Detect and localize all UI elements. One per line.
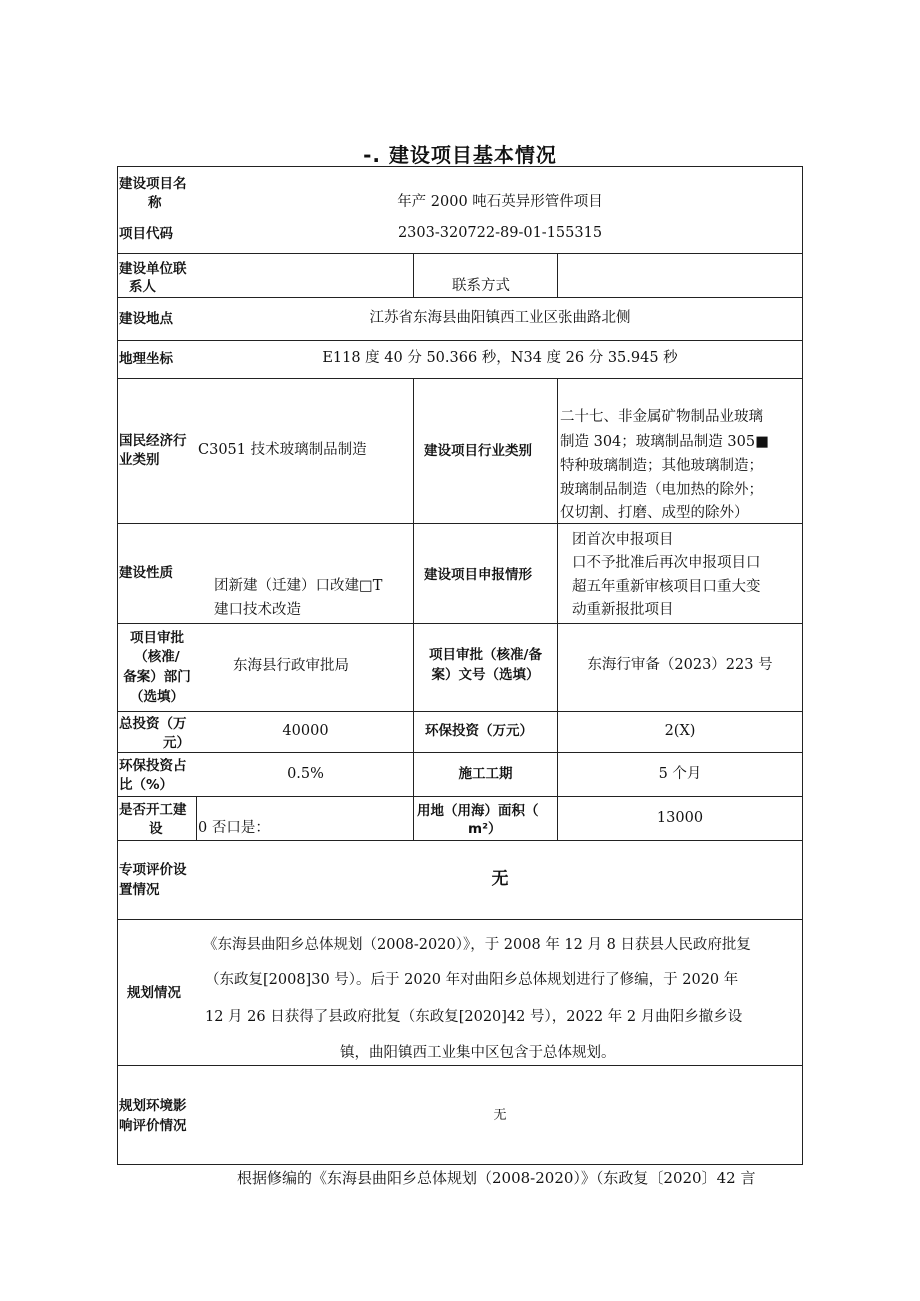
approval-doc-value: 东海行审备（2023）223 号 (587, 657, 773, 673)
row-divider (117, 297, 803, 298)
env-ratio-value: 0.5% (287, 766, 324, 782)
row-divider (117, 623, 803, 624)
col-divider (413, 378, 414, 796)
row-divider (117, 796, 803, 797)
investment-label: 总投资（万 (119, 716, 187, 732)
contact-label-cont: 系人 (129, 279, 156, 295)
planning-text-line: 12 月 26 日获得了县政府批复（东政复[2020]42 号），2022 年 2 月曲阳乡撤乡设 (205, 1009, 743, 1025)
industry-category-line: 玻璃制品制造（电加热的除外； (560, 482, 763, 498)
report-situation-label: 建设项目申报情形 (424, 567, 532, 583)
coordinates-label: 地理坐标 (119, 351, 173, 367)
location-label: 建设地点 (119, 311, 173, 327)
industry-category-line: 特种玻璃制造；其他玻璃制造； (560, 458, 763, 474)
investment-value: 40000 (282, 723, 329, 739)
industry-category-line: 二十七、非金属矿物制品业玻璃 (560, 409, 763, 425)
col-divider (196, 796, 197, 840)
row-divider (117, 752, 803, 753)
col-divider (413, 796, 414, 840)
row-divider (117, 378, 803, 379)
row-divider (117, 523, 803, 524)
row-divider (117, 253, 803, 254)
project-name-label: 建设项目名 (119, 176, 187, 192)
started-value: 0 否口是： (198, 820, 270, 836)
land-area-label: 用地（用海）面积（ (417, 803, 539, 819)
industry-value: C3051 技术玻璃制品制造 (198, 442, 367, 458)
project-name-value: 年产 2000 吨石英异形管件项目 (397, 194, 603, 210)
started-label: 是否开工建 (119, 802, 187, 818)
coordinates-value: E118 度 40 分 50.366 秒，N34 度 26 分 35.945 秒 (322, 350, 678, 366)
industry-category-line: 仅切割、打磨、成型的除外） (560, 505, 749, 521)
row-divider (117, 840, 803, 841)
special-eval-label-cont: 置情况 (119, 882, 160, 898)
row-divider (117, 340, 803, 341)
planning-text-line: （东政复[2008]30 号）。后于 2020 年对曲阳乡总体规划进行了修编，于 2020 年 (205, 972, 739, 988)
approval-dept-label: 备案）部门 (123, 669, 191, 685)
industry-label-cont: 业类别 (119, 452, 160, 468)
report-situation-line: 口不予批准后再次申报项目口 (572, 555, 761, 571)
land-area-value: 13000 (656, 810, 704, 826)
started-label-cont: 设 (149, 821, 163, 837)
env-investment-label: 环保投资（万元） (425, 723, 533, 739)
approval-doc-label: 项目审批（核准/备 (429, 647, 542, 663)
row-divider (117, 1065, 803, 1066)
report-situation-line: 动重新报批项目 (572, 602, 674, 618)
planning-text-line: 《东海县曲阳乡总体规划（2008-2020）》，于 2008 年 12 月 8 日获县人民政府批复 (203, 937, 751, 953)
planning-label: 规划情况 (127, 985, 181, 1001)
col-divider (413, 253, 414, 297)
contact-label: 建设单位联 (119, 261, 187, 277)
approval-dept-value: 东海县行政审批局 (233, 658, 349, 674)
nature-value-line: 团新建（迁建）口改建□T (214, 578, 383, 594)
contact-method-label: 联系方式 (452, 278, 510, 294)
row-divider (117, 711, 803, 712)
report-situation-line: 团首次申报项目 (572, 532, 674, 548)
location-value: 江苏省东海县曲阳镇西工业区张曲路北侧 (369, 310, 631, 326)
nature-label: 建设性质 (119, 565, 173, 581)
construction-period-label: 施工工期 (458, 766, 513, 782)
project-code-label: 项目代码 (119, 226, 173, 242)
approval-dept-label: （核准/ (134, 649, 180, 665)
land-area-label-cont: m²） (468, 821, 502, 837)
planning-text-line: 镇，曲阳镇西工业集中区包含于总体规划。 (340, 1045, 616, 1061)
project-code-value: 2303-320722-89-01-155315 (397, 225, 603, 241)
industry-category-line: 制造 304；玻璃制品制造 305■ (560, 434, 769, 450)
special-eval-value: 无 (491, 869, 509, 889)
footer-text: 根据修编的《东海县曲阳乡总体规划（2008-2020）》（东政复〔2020〕42 言 (237, 1169, 756, 1187)
planning-env-label: 规划环境影 (119, 1098, 187, 1114)
report-situation-line: 超五年重新审核项目口重大变 (572, 579, 761, 595)
special-eval-label: 专项评价设 (119, 862, 187, 878)
planning-env-value: 无 (493, 1108, 507, 1123)
industry-category-label: 建设项目行业类别 (424, 443, 532, 459)
project-name-label-cont: 称 (148, 195, 162, 211)
approval-doc-label: 案）文号（选填） (431, 667, 540, 683)
nature-value-line: 建口技术改造 (214, 602, 301, 618)
env-investment-value: 2(X) (664, 723, 696, 739)
env-ratio-label: 环保投资占 (119, 758, 187, 774)
row-divider (117, 919, 803, 920)
investment-label-cont: 元） (163, 735, 190, 751)
env-ratio-label-cont: 比（%） (119, 777, 174, 793)
industry-label: 国民经济行 (119, 433, 187, 449)
approval-dept-label: 项目审批 (130, 630, 184, 646)
planning-env-label-cont: 响评价情况 (119, 1118, 187, 1134)
construction-period-value: 5 个月 (658, 766, 702, 782)
approval-dept-label: （选填） (130, 689, 184, 705)
page-title: -. 建设项目基本情况 (363, 143, 557, 167)
col-divider (557, 253, 558, 297)
